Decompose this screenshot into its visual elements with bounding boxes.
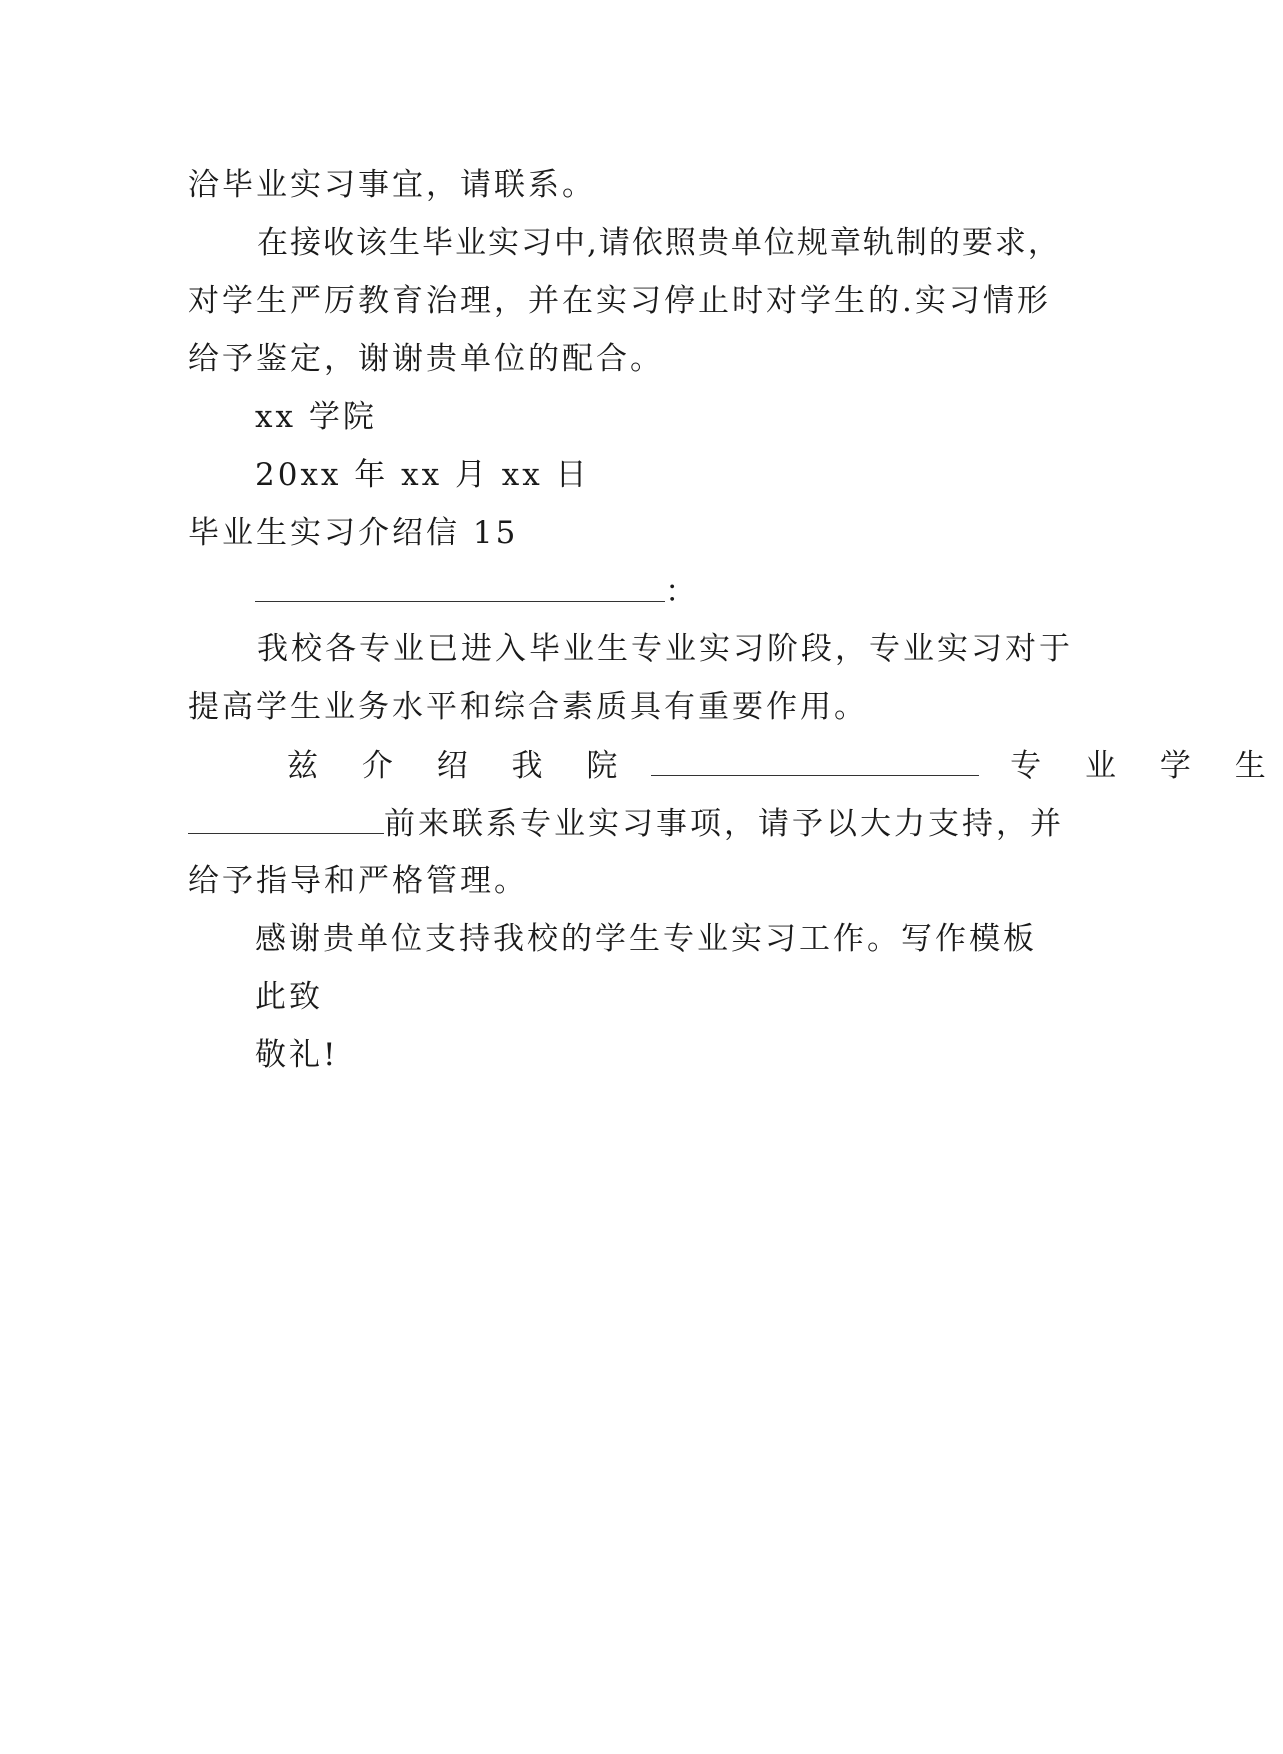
paragraph-line: 给予鉴定，谢谢贵单位的配合。 [188,341,664,377]
closing-line: 此致 [255,979,323,1015]
salutation [255,571,699,612]
paragraph-line [188,803,1064,844]
paragraph-line: 对学生严厉教育治理，并在实习停止时对学生的.实习情形 [188,283,1051,319]
closing-line: 敬礼! [255,1037,339,1073]
thanks-line: 感谢贵单位支持我校的学生专业实习工作。写作模板 [255,921,1037,957]
paragraph-line [287,745,1283,786]
paragraph-line: 给予指导和严格管理。 [188,863,528,899]
major-blank [651,745,979,776]
paragraph-line: 我校各专业已进入毕业生专业实习阶段，专业实习对于 [257,631,1073,667]
paragraph-line: 在接收该生毕业实习中,请依照贵单位规章轨制的要求， [257,225,1061,261]
paragraph-text: 前来联系专业实习事项，请予以大力支持，并 [384,806,1064,842]
paragraph-line: 提高学生业务水平和综合素质具有重要作用。 [188,689,868,725]
letter-heading: 毕业生实习介绍信 15 [188,515,519,551]
student-label: 专 业 学 生 [1010,748,1283,784]
recipient-blank [255,571,665,602]
salutation-colon: ： [665,574,699,610]
signature-school: xx 学院 [255,399,377,435]
intro-text: 兹 介 绍 我 院 [287,748,635,784]
student-name-blank [188,803,384,834]
paragraph-line: 洽毕业实习事宜，请联系。 [188,167,596,203]
signature-date: 20xx 年 xx 月 xx 日 [255,457,590,493]
